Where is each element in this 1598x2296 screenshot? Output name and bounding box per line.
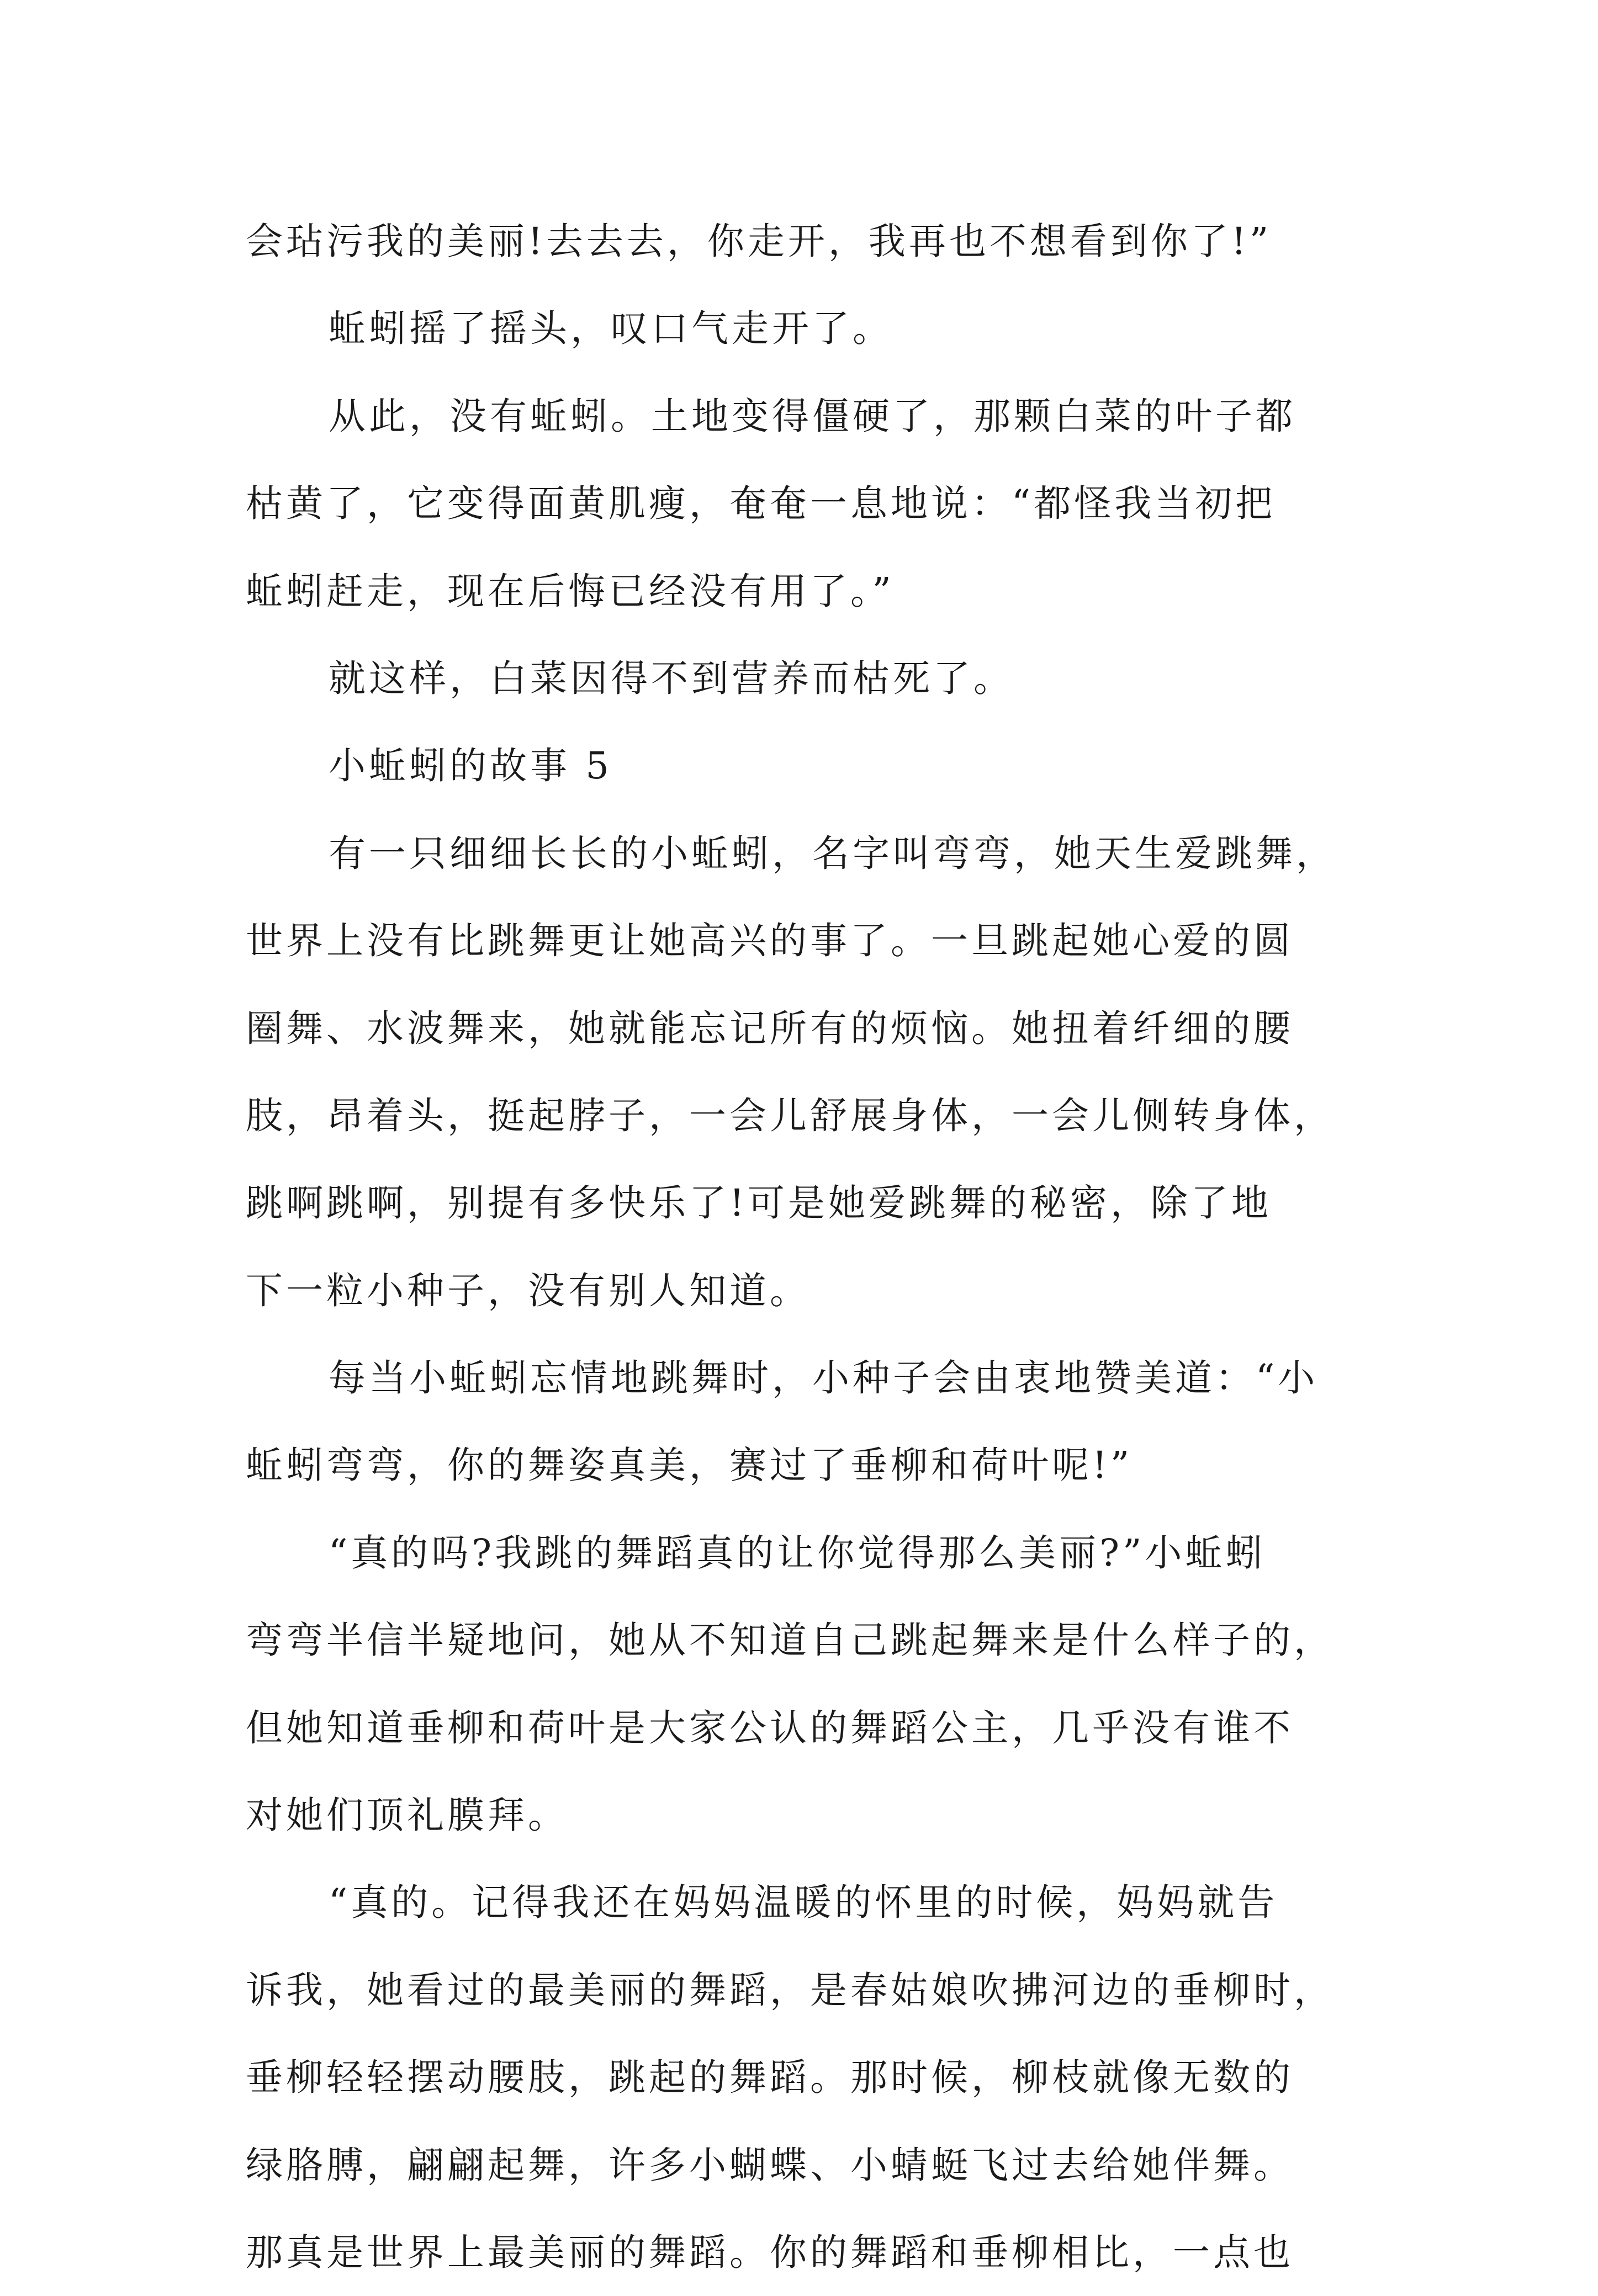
text-line: 从此，没有蚯蚓。土地变得僵硬了，那颗白菜的叶子都 bbox=[329, 394, 1296, 438]
text-line: 世界上没有比跳舞更让她高兴的事了。一旦跳起她心爱的圆 bbox=[246, 919, 1294, 963]
text-line: 枯黄了，它变得面黄肌瘦，奄奄一息地说：“都怪我当初把 bbox=[246, 482, 1276, 526]
text-line: 那真是世界上最美丽的舞蹈。你的舞蹈和垂柳相比，一点也 bbox=[246, 2230, 1294, 2274]
text-line: 对她们顶礼膜拜。 bbox=[246, 1794, 568, 1837]
text-line: “真的。记得我还在妈妈温暖的怀里的时候，妈妈就告 bbox=[329, 1881, 1278, 1924]
text-line: 蚯蚓赶走，现在后悔已经没有用了。” bbox=[246, 569, 895, 613]
text-line: 下一粒小种子，没有别人知道。 bbox=[246, 1269, 810, 1312]
text-line: “真的吗?我跳的舞蹈真的让你觉得那么美丽?”小蚯蚓 bbox=[329, 1531, 1266, 1574]
text-line: 就这样，白菜因得不到营养而枯死了。 bbox=[329, 656, 1014, 700]
text-line: 诉我，她看过的最美丽的舞蹈，是春姑娘吹拂河边的垂柳时， bbox=[246, 1968, 1334, 2012]
text-line: 每当小蚯蚓忘情地跳舞时，小种子会由衷地赞美道：“小 bbox=[329, 1356, 1319, 1400]
text-line: 但她知道垂柳和荷叶是大家公认的舞蹈公主，几乎没有谁不 bbox=[246, 1706, 1294, 1749]
text-line: 圈舞、水波舞来，她就能忘记所有的烦恼。她扭着纤细的腰 bbox=[246, 1006, 1294, 1050]
text-line: 会玷污我的美丽!去去去，你走开，我再也不想看到你了!” bbox=[246, 220, 1272, 263]
text-line: 蚯蚓弯弯，你的舞姿真美，赛过了垂柳和荷叶呢!” bbox=[246, 1444, 1133, 1487]
text-line: 蚯蚓摇了摇头，叹口气走开了。 bbox=[329, 307, 893, 351]
section-heading: 小蚯蚓的故事 5 bbox=[329, 744, 612, 788]
text-line: 垂柳轻轻摆动腰肢，跳起的舞蹈。那时候，柳枝就像无数的 bbox=[246, 2056, 1294, 2099]
text-line: 肢，昂着头，挺起脖子，一会儿舒展身体，一会儿侧转身体， bbox=[246, 1094, 1334, 1137]
text-line: 弯弯半信半疑地问，她从不知道自己跳起舞来是什么样子的， bbox=[246, 1619, 1334, 1662]
text-line: 绿胳膊，翩翩起舞，许多小蝴蝶、小蜻蜓飞过去给她伴舞。 bbox=[246, 2143, 1294, 2187]
text-line: 有一只细细长长的小蚯蚓，名字叫弯弯，她天生爱跳舞， bbox=[329, 831, 1336, 875]
body-text bbox=[246, 198, 1356, 2296]
text-line: 跳啊跳啊，别提有多快乐了!可是她爱跳舞的秘密，除了地 bbox=[246, 1181, 1272, 1225]
